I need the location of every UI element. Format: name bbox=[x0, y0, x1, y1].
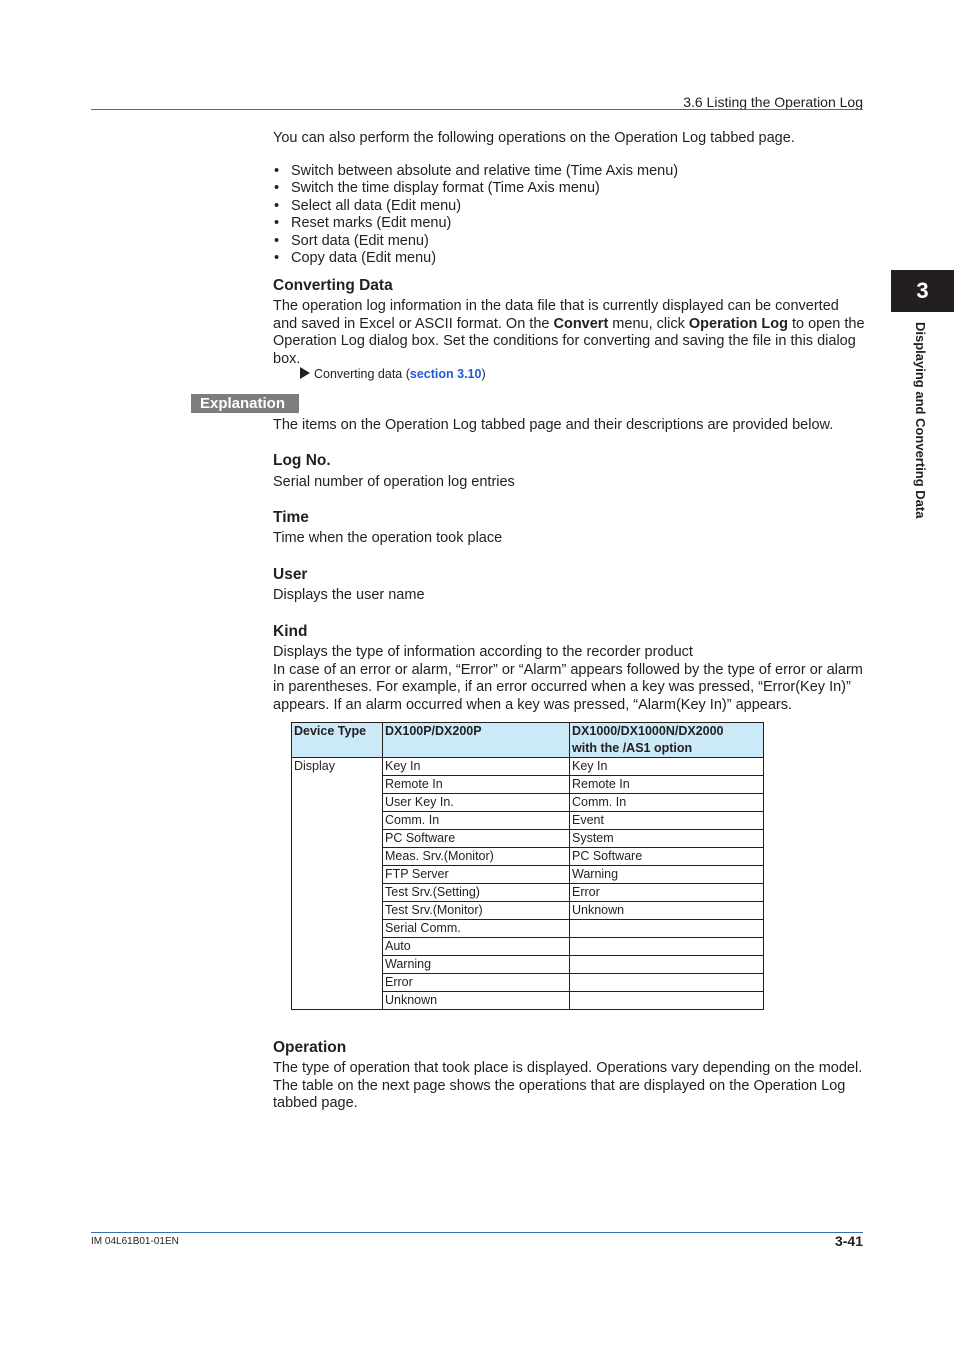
table-cell: Comm. In bbox=[383, 812, 570, 830]
document-id: IM 04L61B01-01EN bbox=[91, 1236, 179, 1247]
table-cell: Event bbox=[570, 812, 764, 830]
table-header: Device Type bbox=[292, 723, 383, 758]
table-cell bbox=[570, 974, 764, 992]
intro-text: You can also perform the following operations on the Operation Log tabbed page. bbox=[273, 130, 795, 146]
table-cell: FTP Server bbox=[383, 866, 570, 884]
converting-text: The operation log information in the data file that is currently displayed can be converted and saved in Excel or ASCII format. On the Convert menu, click Operation Log to open the Operation Log dialog box. Set the conditions for converting and saving the file in this dialog box. bbox=[273, 298, 865, 367]
item-heading: Log No. bbox=[273, 452, 331, 469]
list-item: • Copy data (Edit menu) bbox=[273, 250, 863, 267]
table-cell: Error bbox=[383, 974, 570, 992]
header-rule bbox=[91, 109, 863, 110]
table-cell: Remote In bbox=[570, 776, 764, 794]
kind-table bbox=[291, 722, 764, 1010]
table-cell bbox=[570, 956, 764, 974]
kind-text: Displays the type of information according to the recorder product In case of an error or alarm, “Error” or “Alarm” appears followed by the type of error or alarm in parentheses. For example, if an error occurred when a key was pressed, “Error(Key In)” appears. If an alarm occurred when a key was pressed, “Alarm(Key In)” appears. bbox=[273, 644, 863, 713]
chapter-title: Displaying and Converting Data bbox=[913, 322, 928, 519]
kind-heading: Kind bbox=[273, 623, 308, 640]
table-cell: System bbox=[570, 830, 764, 848]
table-cell: Serial Comm. bbox=[383, 920, 570, 938]
list-item: • Select all data (Edit menu) bbox=[273, 198, 863, 215]
table-cell: PC Software bbox=[570, 848, 764, 866]
list-item: • Switch between absolute and relative time (Time Axis menu) bbox=[273, 163, 863, 180]
item-heading: User bbox=[273, 566, 308, 583]
running-header: 3.6 Listing the Operation Log bbox=[683, 94, 863, 110]
item-text: Serial number of operation log entries bbox=[273, 474, 515, 490]
table-cell: Warning bbox=[383, 956, 570, 974]
table-cell bbox=[570, 920, 764, 938]
table-cell: Meas. Srv.(Monitor) bbox=[383, 848, 570, 866]
footer-rule bbox=[91, 1232, 863, 1233]
operation-heading: Operation bbox=[273, 1039, 347, 1056]
table-cell: Test Srv.(Setting) bbox=[383, 884, 570, 902]
table-cell: Test Srv.(Monitor) bbox=[383, 902, 570, 920]
operation-text: The type of operation that took place is displayed. Operations vary depending on the model. The table on the next page shows the operations that are displayed on the Operation Log tabbed page. bbox=[273, 1060, 863, 1111]
table-cell: Unknown bbox=[570, 902, 764, 920]
list-item: • Reset marks (Edit menu) bbox=[273, 215, 863, 232]
table-header: DX100P/DX200P bbox=[383, 723, 570, 758]
arrow-icon bbox=[300, 367, 310, 379]
chapter-number: 3 bbox=[891, 270, 954, 312]
table-cell: Remote In bbox=[383, 776, 570, 794]
table-cell: PC Software bbox=[383, 830, 570, 848]
list-item: • Switch the time display format (Time Axis menu) bbox=[273, 180, 863, 197]
table-cell: Warning bbox=[570, 866, 764, 884]
item-text: Displays the user name bbox=[273, 587, 425, 603]
section-link[interactable]: section 3.10 bbox=[409, 367, 482, 381]
table-cell: Key In bbox=[383, 758, 570, 776]
item-text: Time when the operation took place bbox=[273, 530, 503, 546]
table-cell: Key In bbox=[570, 758, 764, 776]
table-header: DX1000/DX1000N/DX2000 with the /AS1 option bbox=[570, 723, 764, 758]
table-cell bbox=[570, 992, 764, 1010]
converting-heading: Converting Data bbox=[273, 277, 393, 294]
page-number: 3-41 bbox=[834, 1233, 863, 1249]
table-cell bbox=[570, 938, 764, 956]
explanation-label: Explanation bbox=[191, 394, 299, 413]
item-heading: Time bbox=[273, 509, 309, 526]
table-cell: Unknown bbox=[383, 992, 570, 1010]
operations-list bbox=[273, 163, 863, 267]
table-cell: Auto bbox=[383, 938, 570, 956]
explanation-text: The items on the Operation Log tabbed page and their descriptions are provided below. bbox=[273, 417, 834, 433]
list-item: • Sort data (Edit menu) bbox=[273, 233, 863, 250]
table-cell: Error bbox=[570, 884, 764, 902]
table-cell: Comm. In bbox=[570, 794, 764, 812]
table-cell: User Key In. bbox=[383, 794, 570, 812]
section-reference: Converting data (section 3.10) bbox=[300, 367, 486, 381]
table-row-label: Display bbox=[292, 758, 383, 1010]
